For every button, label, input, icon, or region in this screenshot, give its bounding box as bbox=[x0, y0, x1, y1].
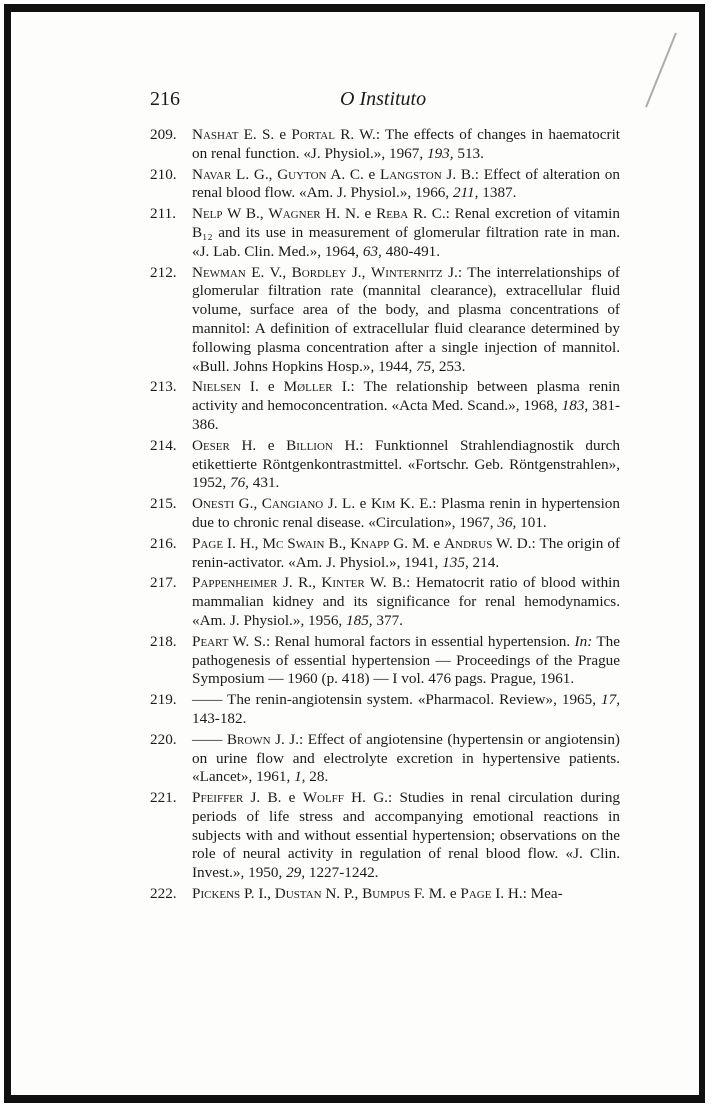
citation-text: L. G., bbox=[231, 165, 278, 183]
italic-text: 29, bbox=[286, 864, 306, 882]
author-surname: Portal bbox=[291, 126, 335, 143]
italic-text: 36, bbox=[497, 513, 517, 531]
italic-text: In: bbox=[574, 632, 593, 650]
author-surname: Onesti bbox=[192, 495, 235, 513]
italic-text: 75, bbox=[416, 357, 436, 375]
author-surname: Reba bbox=[376, 205, 409, 223]
reference-number: 209. bbox=[150, 126, 177, 143]
author-surname: Kinter bbox=[321, 574, 365, 592]
reference-entry bbox=[150, 205, 620, 261]
author-surname: Peart bbox=[192, 632, 229, 650]
reference-number: 222. bbox=[150, 885, 177, 903]
author-surname: Cangiano bbox=[261, 495, 324, 513]
italic-text: 193, bbox=[426, 144, 454, 162]
reference-entry bbox=[150, 885, 620, 904]
citation-text: J., bbox=[346, 263, 371, 281]
reference-text bbox=[192, 789, 620, 883]
reference-number: 215. bbox=[150, 495, 177, 513]
citation-text: 480-491. bbox=[381, 242, 441, 260]
reference-entry bbox=[150, 574, 620, 630]
citation-text: H. e bbox=[229, 436, 287, 454]
author-surname: Oeser bbox=[192, 436, 230, 454]
page-number: 216 bbox=[150, 88, 180, 110]
author-surname: Winternitz bbox=[370, 263, 443, 281]
citation-text: H.: Funktionnel Strahlendiagnostik durch etikettierte Röntgenkontrastmittel. «Fortschr. Geb. Röntgenstrahlen», 1952, bbox=[192, 436, 620, 492]
reference-text bbox=[192, 264, 620, 377]
reference-entry bbox=[150, 691, 620, 729]
author-surname: Nielsen bbox=[192, 378, 241, 396]
citation-text: J. R., bbox=[277, 574, 322, 592]
citation-text: —— The renin-angiotensin system. «Pharmacol. Review», 1965, bbox=[192, 691, 602, 709]
citation-text: I.: The relationship between plasma renin activity and hemoconcentration. «Acta Med. Scand.», 1968, bbox=[192, 378, 620, 415]
author-surname: Dustan bbox=[274, 885, 322, 903]
reference-number: 212. bbox=[150, 263, 177, 281]
author-surname: Langston bbox=[380, 165, 442, 183]
citation-text: 143-182. bbox=[192, 709, 247, 727]
reference-entry bbox=[150, 437, 620, 493]
author-surname: Newman bbox=[192, 263, 246, 281]
author-surname: Pickens bbox=[192, 885, 241, 903]
citation-text: J. B. e bbox=[243, 789, 303, 807]
author-surname: Navar bbox=[192, 165, 232, 183]
reference-text bbox=[192, 885, 620, 904]
reference-number: 221. bbox=[150, 789, 177, 807]
citation-text: W. S.: Renal humoral factors in essential hypertension. bbox=[228, 632, 575, 650]
reference-number: 217. bbox=[150, 574, 177, 592]
reference-text bbox=[192, 633, 620, 689]
italic-text: 17, bbox=[601, 691, 620, 709]
reference-text bbox=[192, 574, 620, 630]
reference-entry bbox=[150, 731, 620, 787]
reference-entry bbox=[150, 535, 620, 573]
citation-text: R. W.: The effects of changes in haematocrit on renal function. «J. Physiol.», 1967, bbox=[192, 126, 621, 162]
reference-text bbox=[192, 731, 620, 787]
reference-entry bbox=[150, 166, 620, 204]
author-surname: Kim bbox=[370, 495, 396, 513]
citation-text: H. N. e bbox=[320, 205, 377, 223]
reference-entry bbox=[150, 264, 620, 377]
reference-number: 211. bbox=[150, 205, 177, 223]
italic-text: 185, bbox=[346, 611, 373, 629]
author-surname: Møller bbox=[283, 378, 333, 396]
reference-number: 219. bbox=[150, 691, 177, 709]
citation-text: E. V., bbox=[245, 263, 292, 281]
citation-text: G., bbox=[234, 495, 262, 513]
reference-number: 214. bbox=[150, 436, 177, 454]
citation-text: I. e bbox=[240, 378, 284, 396]
italic-text: 211, bbox=[453, 184, 479, 202]
reference-entry bbox=[150, 378, 620, 434]
italic-text: 135, bbox=[442, 553, 469, 571]
reference-text bbox=[192, 535, 620, 573]
author-surname: Nashat bbox=[192, 126, 239, 143]
author-surname: Bordley bbox=[291, 263, 347, 281]
author-surname: Nelp bbox=[192, 205, 223, 223]
author-surname: Pfeiffer bbox=[192, 789, 244, 807]
running-title: O Instituto bbox=[340, 88, 427, 110]
citation-text: The pathogenesis of essential hypertension — Proceedings of the Prague Symposium — 1960 (p. 418) — I vol. 476 pags. Prague, 1961. bbox=[192, 632, 620, 688]
citation-text: 28. bbox=[305, 768, 329, 786]
citation-text: 381-386. bbox=[192, 397, 620, 433]
italic-text: 183, bbox=[561, 397, 589, 415]
reference-text bbox=[192, 495, 620, 533]
reference-text bbox=[192, 126, 620, 164]
citation-text: W B., bbox=[222, 205, 269, 223]
citation-text: J. B.: Effect of alteration on renal blood flow. «Am. J. Physiol.», 1966, bbox=[192, 165, 620, 202]
author-surname: Mc Swain bbox=[262, 534, 325, 552]
italic-text: 63, bbox=[362, 242, 382, 260]
citation-text: 513. bbox=[453, 144, 484, 162]
page-header bbox=[150, 86, 620, 116]
reference-text bbox=[192, 437, 620, 493]
reference-text bbox=[192, 205, 620, 261]
citation-text: G. M. e bbox=[389, 534, 445, 552]
citation-text: K. E.: Plasma renin in hypertension due to chronic renal disease. «Circulation», 1967, bbox=[192, 495, 620, 531]
author-surname: Page bbox=[460, 885, 492, 903]
author-surname: Billion bbox=[286, 436, 333, 454]
reference-number: 210. bbox=[150, 165, 177, 183]
citation-text: I. H.: Mea- bbox=[491, 885, 563, 903]
reference-text bbox=[192, 166, 620, 204]
author-surname: Wagner bbox=[268, 205, 321, 223]
citation-text: 431. bbox=[248, 474, 280, 492]
reference-text bbox=[192, 691, 620, 729]
citation-text: 214. bbox=[468, 553, 500, 571]
citation-text: I. H., bbox=[223, 534, 263, 552]
citation-text: R. C.: Renal excretion of vitamin B₁₂ and its use in measurement of glomerular filtration rate in man. «J. Lab. Clin. Med.», 1964, bbox=[192, 205, 620, 260]
citation-text: W. D.: The origin of renin-activator. «Am. J. Physiol.», 1941, bbox=[192, 534, 620, 571]
reference-number: 216. bbox=[150, 534, 177, 552]
reference-entry bbox=[150, 495, 620, 533]
citation-text: J.: The interrelationships of glomerular filtration rate (mannital clearance), extracellular fluid volume, surface area of the body, and plasma concentrations of mannitol: A definition of extracellular fluid clearance determined by following plasma concentration after a single injection of mannitol. «Bull. Johns Hopkins Hosp.», 1944, bbox=[192, 263, 620, 375]
reference-number: 213. bbox=[150, 378, 177, 396]
reference-text bbox=[192, 378, 620, 434]
author-surname: Bumpus bbox=[362, 885, 411, 903]
citation-text: 101. bbox=[516, 513, 547, 531]
citation-text: 377. bbox=[372, 611, 403, 629]
reference-number: 220. bbox=[150, 730, 177, 748]
citation-text: 253. bbox=[435, 357, 466, 375]
reference-list bbox=[150, 126, 620, 906]
citation-text: E. S. e bbox=[238, 126, 292, 143]
citation-text: J. L. e bbox=[323, 495, 371, 513]
reference-number: 218. bbox=[150, 632, 177, 650]
author-surname: Brown bbox=[226, 730, 271, 748]
citation-text: H. G.: Studies in renal circulation during periods of life stress and accompanying emotional reactions in subjects with and without essential hypertension; observations on the role of neural activity in regulation of renal blood flow. «J. Clin. Invest.», 1950, bbox=[192, 789, 621, 882]
citation-text: J. J.: Effect of angiotensine (hypertensin or angiotensin) on urine flow and electrolyte excretion in hypertensive patients. «Lancet», 1961, bbox=[192, 730, 620, 786]
citation-text: 1227-1242. bbox=[305, 864, 379, 882]
author-surname: Guyton bbox=[277, 165, 327, 183]
citation-text: 1387. bbox=[478, 184, 517, 202]
citation-text: B., bbox=[324, 534, 351, 552]
reference-entry bbox=[150, 126, 620, 164]
italic-text: 76, bbox=[229, 474, 249, 492]
citation-text: N. P., bbox=[321, 885, 363, 903]
citation-text: P. I., bbox=[240, 885, 275, 903]
citation-text: W. B.: Hematocrit ratio of blood within mammalian kidney and its significance for renal hemodynamics. «Am. J. Physiol.», 1956, bbox=[192, 574, 620, 629]
author-surname: Andrus bbox=[444, 534, 493, 552]
author-surname: Wolff bbox=[302, 789, 344, 807]
author-surname: Knapp bbox=[350, 534, 390, 552]
citation-text: F. M. e bbox=[410, 885, 461, 903]
reference-entry bbox=[150, 789, 620, 883]
citation-text: —— bbox=[192, 730, 227, 748]
author-surname: Pappenheimer bbox=[192, 574, 278, 592]
author-surname: Page bbox=[192, 534, 224, 552]
italic-text: 1, bbox=[294, 768, 306, 786]
reference-entry bbox=[150, 633, 620, 689]
citation-text: A. C. e bbox=[326, 165, 381, 183]
